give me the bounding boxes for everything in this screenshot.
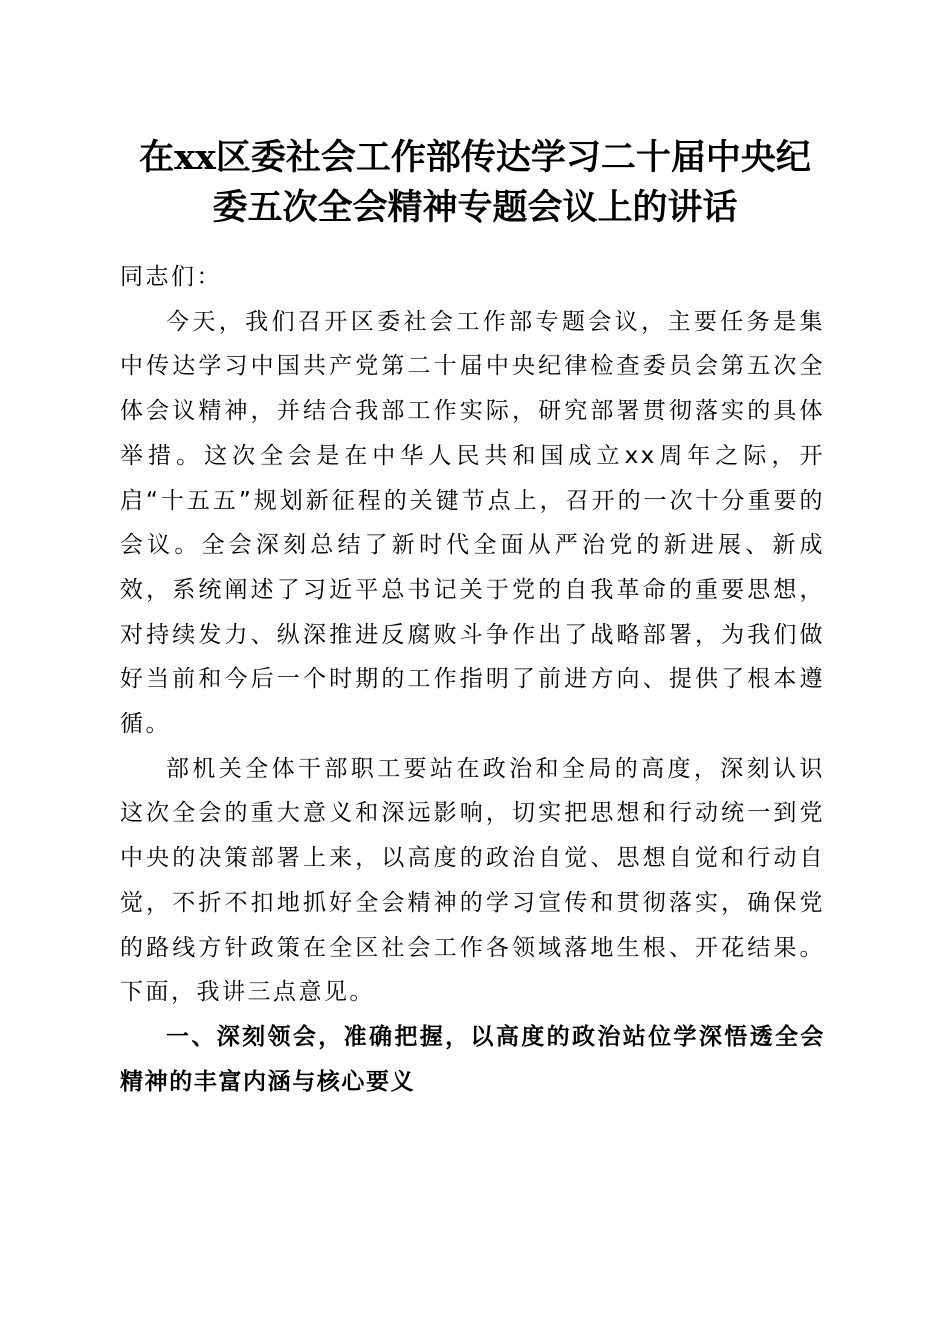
paragraph-2: 部机关全体干部职工要站在政治和全局的高度，深刻认识这次全会的重大意义和深远影响，切实把思想和行动统一到党中央的决策部署上来，以高度的政治自觉、思想自觉和行动自觉，不折不扣地抓好全会精神的学习宣传和贯彻落实，确保党的路线方针政策在全区社会工作各领域落地生根、开花结果。下面，我讲三点意见。 bbox=[120, 755, 825, 1006]
document-body bbox=[120, 255, 825, 1104]
title-line-2: 委五次全会精神专题会议上的讲话 bbox=[212, 187, 738, 228]
paragraph-1: 今天，我们召开区委社会工作部专题会议，主要任务是集中传达学习中国共产党第二十届中央纪律检查委员会第五次全体会议精神，并结合我部工作实际，研究部署贯彻落实的具体举措。这次全会是在中华人民共和国成立xx周年之际，开启“十五五”规划新征程的关键节点上，召开的一次十分重要的会议。全会深刻总结了新时代全面从严治党的新进展、新成效，系统阐述了习近平总书记关于党的自我革命的重要思想，对持续发力、纵深推进反腐败斗争作出了战略部署，为我们做好当前和今后一个时期的工作指明了前进方向、提供了根本遵循。 bbox=[120, 308, 825, 738]
salutation: 同志们： bbox=[120, 264, 222, 290]
title-line-1: 在xx区委社会工作部传达学习二十届中央纪 bbox=[139, 137, 811, 178]
section-heading-1: 一、深刻领会，准确把握，以高度的政治站位学深悟透全会精神的丰富内涵与核心要义 bbox=[120, 1023, 825, 1095]
document-title bbox=[100, 133, 850, 233]
